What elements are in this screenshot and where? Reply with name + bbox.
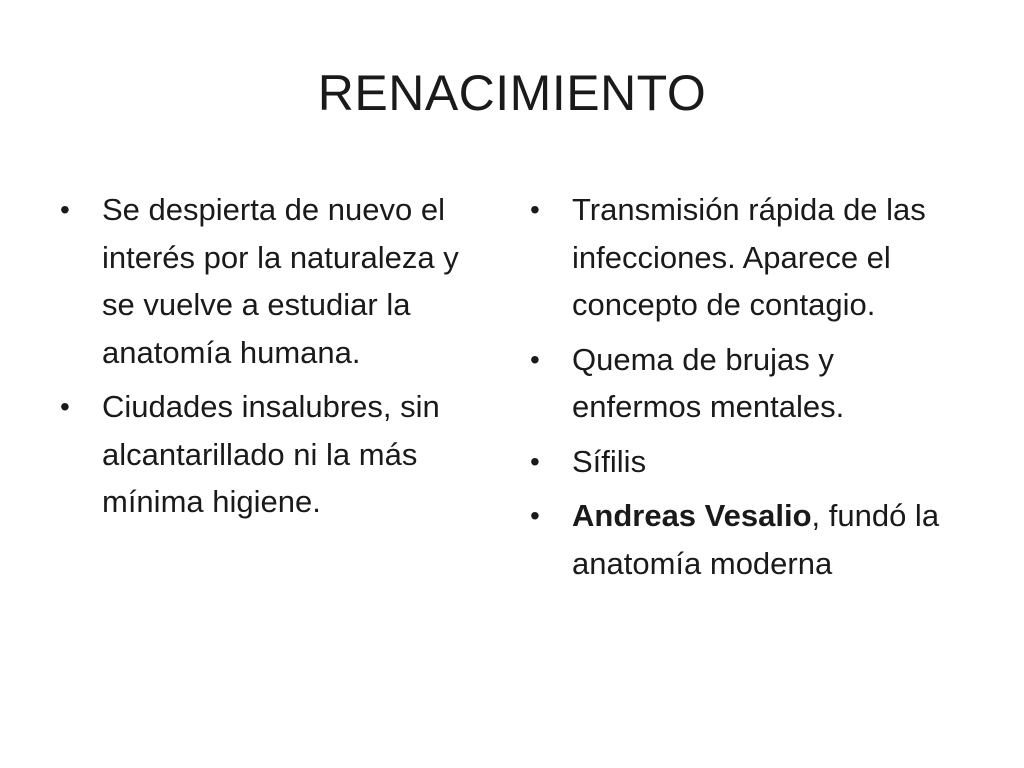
bullet-item <box>528 492 968 587</box>
bullet-dot-icon: • <box>530 500 540 531</box>
bullet-dot-icon: • <box>530 343 540 375</box>
bullet-dot-icon: • <box>60 194 70 225</box>
bullet-dot-icon: • <box>530 445 540 477</box>
bullet-bold-name: Andreas Vesalio <box>572 498 812 533</box>
slide-title: RENACIMIENTO <box>317 65 707 121</box>
right-bullet-list <box>528 186 968 594</box>
bullet-item <box>528 438 968 486</box>
bullet-text: Quema de brujas y enfermos mentales. <box>572 341 845 424</box>
left-bullet-list <box>58 186 498 533</box>
bullet-item <box>528 336 968 431</box>
bullet-item <box>528 186 968 329</box>
bullet-item <box>58 186 498 376</box>
bullet-text: Sífilis <box>572 443 647 479</box>
bullet-text: Ciudades insalubres, sin alcantarillado ni la más mínima higiene. <box>102 389 440 519</box>
bullet-text: , fundó la anatomía moderna <box>572 498 940 581</box>
bullet-dot-icon: • <box>530 194 540 225</box>
bullet-item <box>58 383 498 526</box>
bullet-text: Transmisión rápida de las infecciones. Aparece el concepto de contagio. <box>572 192 926 322</box>
bullet-text: Se despierta de nuevo el interés por la naturaleza y se vuelve a estudiar la anatomía humana. <box>102 192 459 370</box>
bullet-dot-icon: • <box>60 391 70 422</box>
